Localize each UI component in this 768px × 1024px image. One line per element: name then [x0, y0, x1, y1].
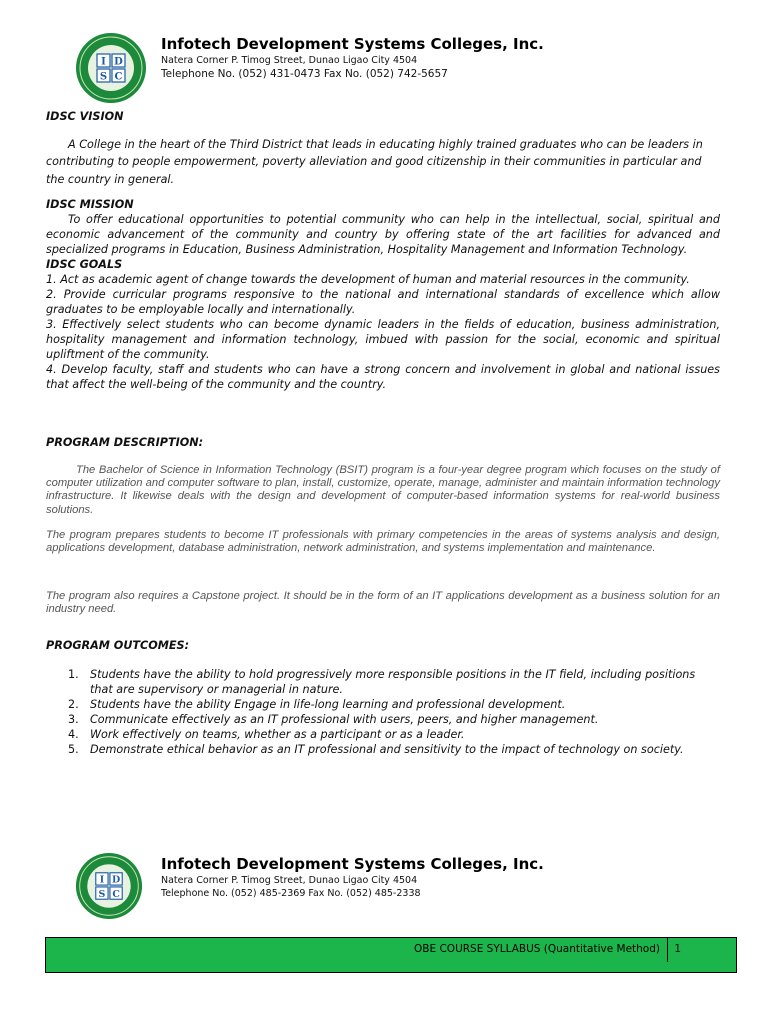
program-outcomes-heading-wrap — [46, 639, 720, 652]
outcome-item — [46, 727, 720, 742]
svg-text:I: I — [101, 56, 106, 68]
letterhead-top — [75, 32, 695, 102]
college-address: Natera Corner P. Timog Street, Dunao Ligao City 4504 — [161, 55, 418, 66]
outcome-text: Students have the ability Engage in life-long learning and professional development. — [90, 698, 566, 711]
program-outcomes-heading: PROGRAM OUTCOMES: — [46, 639, 190, 652]
letterhead-text — [161, 32, 544, 81]
footer-bar — [45, 937, 737, 973]
college-address: Natera Corner P. Timog Street, Dunao Ligao City 4504 — [161, 875, 418, 886]
goal-item: 2. Provide curricular programs responsive to the national and international standards of excellence which allow graduates to be employable locally and internationally. — [46, 288, 720, 316]
goal-item: 3. Effectively select students who can become dynamic leaders in the fields of education, business administration, hospitality management and information technology, imbued with passion for the social, economic and spiritual upliftment of the community. — [46, 318, 720, 361]
footer-syllabus-title: OBE COURSE SYLLABUS (Quantitative Method) — [414, 943, 660, 955]
program-description-paragraph: The Bachelor of Science in Information Technology (BSIT) program is a four-year degree program which focuses on the study of computer utilization and computer software to plan, install, customize, operate, manage, administer and maintain information technology infrastructure. It likewise deals with the design and development of computer-based information systems for real-world business solutions. — [46, 464, 720, 516]
program-description-paragraph: The program prepares students to become IT professionals with primary competencies in the areas of systems analysis and design, applications development, database administration, network administration, and systems implementation and maintenance. — [46, 529, 720, 555]
outcome-number: 5. — [68, 743, 79, 756]
program-description-paragraph: The program also requires a Capstone project. It should be in the form of an IT applications development as a business solution for an industry need. — [46, 590, 720, 616]
outcome-number: 1. — [68, 668, 79, 681]
college-name: Infotech Development Systems Colleges, Inc. — [161, 855, 544, 873]
outcome-item — [46, 742, 720, 757]
goal-item: 4. Develop faculty, staff and students who can have a strong concern and involvement in global and national issues that affect the well-being of the community and the country. — [46, 363, 720, 391]
program-description-p3-wrap — [46, 590, 720, 616]
svg-text:S: S — [99, 71, 108, 83]
outcome-number: 3. — [68, 713, 79, 726]
vision-heading: IDSC VISION — [46, 110, 124, 123]
college-seal-logo — [75, 852, 143, 920]
outcome-text: Work effectively on teams, whether as a participant or as a leader. — [90, 728, 465, 741]
mission-text: To offer educational opportunities to potential community who can help in the intellectual, social, spiritual and economic advancement of the community and country by offering state of the art facilities for advanced and specialized programs in Education, Business Administration, Hospitality Management and Information Technology. — [46, 213, 720, 256]
college-seal-logo — [75, 32, 147, 104]
goals-heading: IDSC GOALS — [46, 258, 123, 271]
svg-text:D: D — [114, 56, 123, 68]
vision-section — [46, 108, 720, 188]
program-description-heading: PROGRAM DESCRIPTION: — [46, 436, 204, 449]
college-telephone: Telephone No. (052) 485-2369 Fax No. (052) 485-2338 — [161, 888, 421, 899]
mission-heading: IDSC MISSION — [46, 198, 134, 211]
svg-text:D: D — [111, 874, 121, 886]
vision-text: A College in the heart of the Third District that leads in educating highly trained graduates who can be leaders in contributing to people empowerment, poverty alleviation and good citizenship in their communities in particular and the country in general. — [46, 137, 703, 186]
outcome-item — [46, 667, 720, 697]
svg-text:C: C — [112, 888, 120, 900]
letterhead-bottom — [75, 852, 695, 922]
svg-text:S: S — [98, 888, 106, 900]
college-telephone: Telephone No. (052) 431-0473 Fax No. (052) 742-5657 — [161, 68, 448, 80]
footer-divider — [667, 938, 668, 962]
outcome-text: Demonstrate ethical behavior as an IT professional and sensitivity to the impact of technology on society. — [90, 743, 684, 756]
goal-item: 1. Act as academic agent of change towards the development of human and material resources in the community. — [46, 273, 690, 286]
svg-text:C: C — [114, 71, 123, 83]
outcome-text: Students have the ability to hold progressively more responsible positions in the IT field, including positions that are supervisory or managerial in nature. — [90, 668, 696, 696]
outcome-number: 4. — [68, 728, 79, 741]
outcome-number: 2. — [68, 698, 79, 711]
college-name: Infotech Development Systems Colleges, Inc. — [161, 35, 544, 53]
outcome-text: Communicate effectively as an IT professional with users, peers, and higher management. — [90, 713, 599, 726]
outcome-item — [46, 712, 720, 727]
program-outcomes-list — [46, 667, 720, 757]
program-description-p2-wrap — [46, 529, 720, 555]
mission-goals-section — [46, 197, 720, 392]
program-description-p1-wrap — [46, 464, 720, 517]
letterhead-text — [161, 852, 544, 901]
svg-text:I: I — [99, 874, 105, 886]
footer-page-number: 1 — [674, 943, 681, 955]
program-description-heading-wrap — [46, 436, 720, 449]
outcome-item — [46, 697, 720, 712]
